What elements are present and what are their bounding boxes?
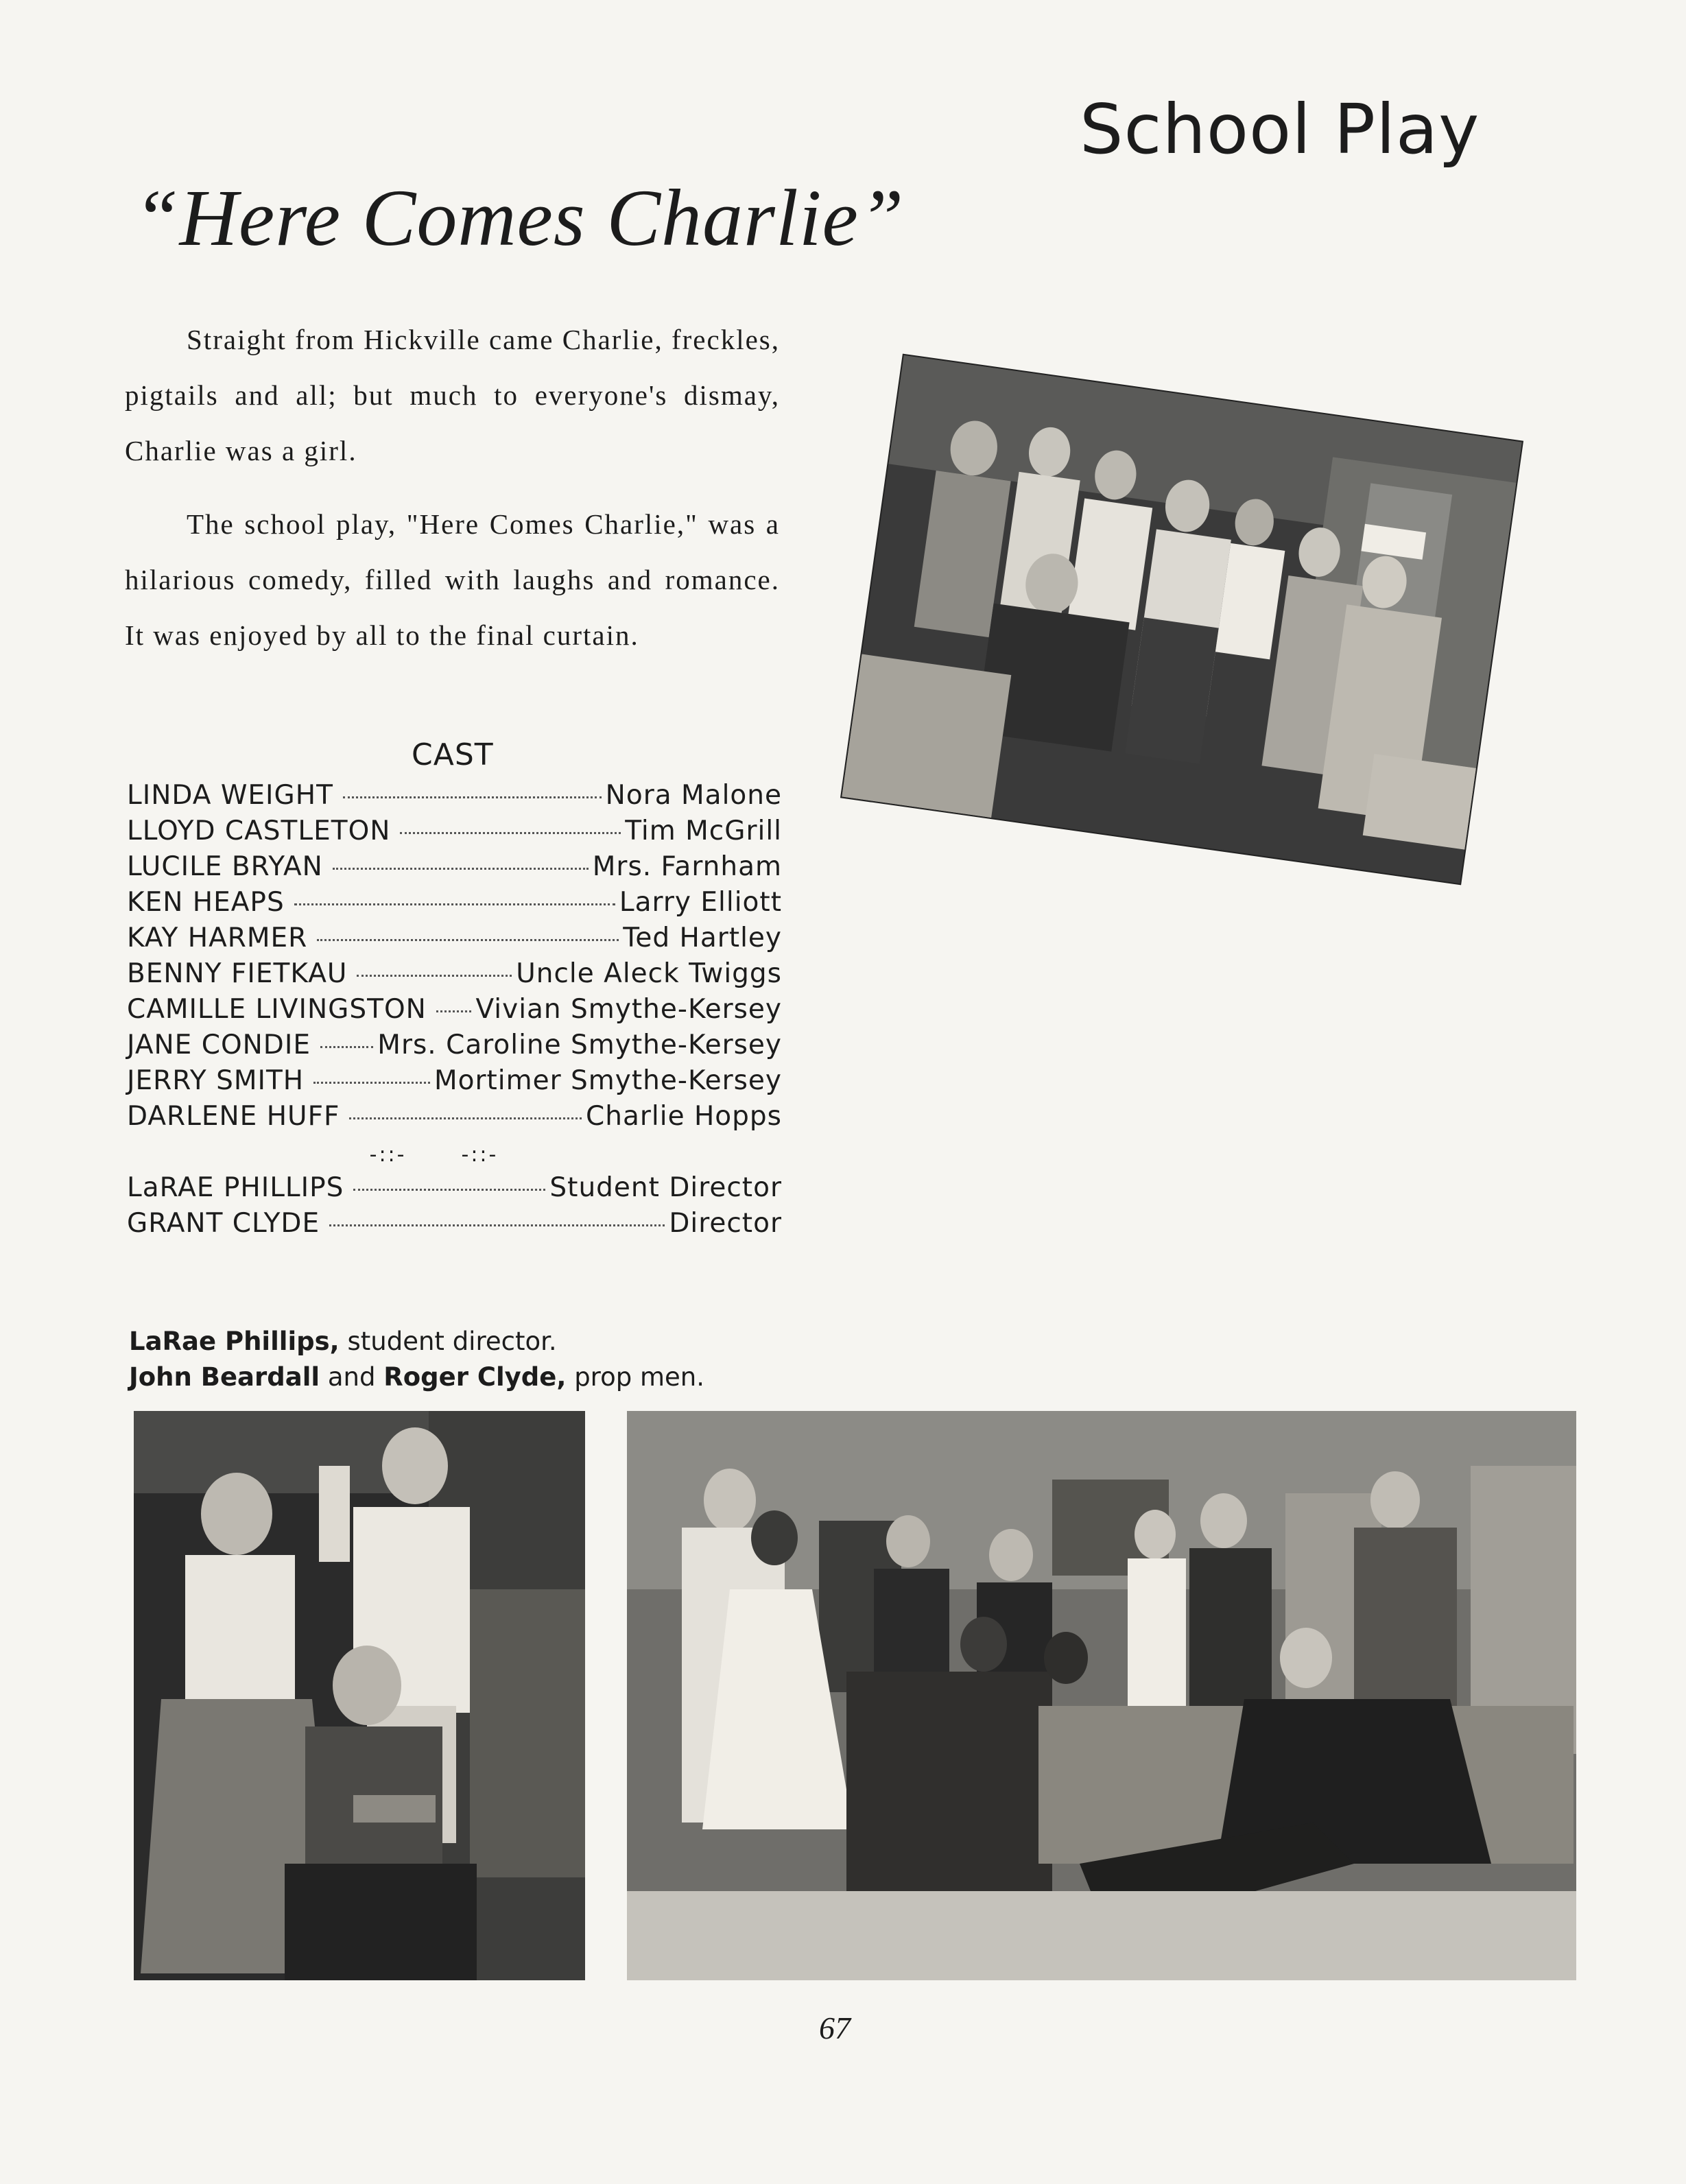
cast-row <box>127 851 782 887</box>
leader-dots <box>294 903 615 905</box>
leader-dots <box>313 1082 430 1084</box>
stage-scene-photo <box>627 1411 1576 1980</box>
page-number: 67 <box>819 2010 851 2045</box>
cast-row <box>127 816 782 851</box>
leader-dots <box>436 1010 472 1012</box>
cast-actor: CAMILLE LIVINGSTON <box>127 994 427 1025</box>
leader-dots <box>357 975 512 977</box>
intro-paragraph: The school play, "Here Comes Charlie," was a hilarious comedy, filled with laughs and romance. It was enjoyed by all to the final curtain. <box>125 508 780 651</box>
leader-dots <box>349 1117 582 1119</box>
crew-row <box>127 1208 782 1244</box>
crew-name: LaRAE PHILLIPS <box>127 1172 344 1203</box>
stage-scene-photo-image <box>627 1411 1576 1980</box>
cast-actor: BENNY FIETKAU <box>127 958 348 989</box>
cast-row <box>127 994 782 1030</box>
caption-text: student director. <box>339 1327 557 1356</box>
leader-dots <box>320 1046 373 1048</box>
leader-dots <box>353 1189 545 1191</box>
leader-dots <box>333 868 589 870</box>
cast-heading: CAST <box>412 737 494 772</box>
cast-role: Ted Hartley <box>623 923 782 953</box>
cast-row <box>127 887 782 923</box>
separator-mark: -::- <box>461 1142 499 1167</box>
cast-actor: LLOYD CASTLETON <box>127 816 391 846</box>
cast-role: Charlie Hopps <box>586 1101 782 1132</box>
section-title: School Play <box>1080 89 1480 169</box>
cast-role: Mrs. Farnham <box>592 851 782 882</box>
leader-dots <box>343 796 602 798</box>
cast-actor: LUCILE BRYAN <box>127 851 323 882</box>
photo-captions <box>129 1324 704 1395</box>
cast-role: Mrs. Caroline Smythe-Kersey <box>377 1030 782 1060</box>
cast-actor: DARLENE HUFF <box>127 1101 340 1132</box>
cast-actor: JANE CONDIE <box>127 1030 311 1060</box>
director-props-photo-image <box>134 1411 585 1980</box>
cast-actor: KAY HARMER <box>127 923 308 953</box>
cast-row <box>127 1101 782 1137</box>
caption-line <box>129 1360 704 1395</box>
cast-actor: LINDA WEIGHT <box>127 780 333 811</box>
cast-role: Mortimer Smythe-Kersey <box>434 1065 782 1096</box>
cast-role: Nora Malone <box>605 780 782 811</box>
cast-row <box>127 1030 782 1065</box>
cast-row <box>127 923 782 958</box>
caption-name: Roger Clyde, <box>383 1362 567 1392</box>
leader-dots <box>400 832 621 834</box>
play-title: “Here Comes Charlie” <box>134 173 905 263</box>
caption-name: LaRae Phillips, <box>129 1327 340 1356</box>
cast-row <box>127 958 782 994</box>
cast-list <box>127 780 782 1244</box>
caption-name: John Beardall <box>129 1362 320 1392</box>
cast-actor: JERRY SMITH <box>127 1065 305 1096</box>
cast-role: Uncle Aleck Twiggs <box>516 958 782 989</box>
cast-role: Tim McGrill <box>625 816 782 846</box>
intro-paragraph: Straight from Hickville came Charlie, freckles, pigtails and all; but much to everyone's dismay, Charlie was a girl. <box>125 324 780 466</box>
cast-row <box>127 780 782 816</box>
separator-mark: -::- <box>369 1142 407 1167</box>
crew-role: Director <box>669 1208 782 1239</box>
crew-role: Student Director <box>549 1172 782 1203</box>
rehearsal-photo <box>842 355 1522 883</box>
cast-separator <box>127 1137 782 1172</box>
crew-name: GRANT CLYDE <box>127 1208 320 1239</box>
crew-row <box>127 1172 782 1208</box>
cast-actor: KEN HEAPS <box>127 887 285 918</box>
intro-text <box>125 312 780 681</box>
caption-text: and <box>320 1362 384 1392</box>
caption-text: prop men. <box>566 1362 704 1392</box>
caption-line <box>129 1324 704 1360</box>
cast-role: Larry Elliott <box>619 887 782 918</box>
cast-role: Vivian Smythe-Kersey <box>475 994 782 1025</box>
rehearsal-photo-image <box>842 355 1522 883</box>
leader-dots <box>329 1224 665 1226</box>
director-props-photo <box>134 1411 585 1980</box>
cast-row <box>127 1065 782 1101</box>
leader-dots <box>317 939 619 941</box>
